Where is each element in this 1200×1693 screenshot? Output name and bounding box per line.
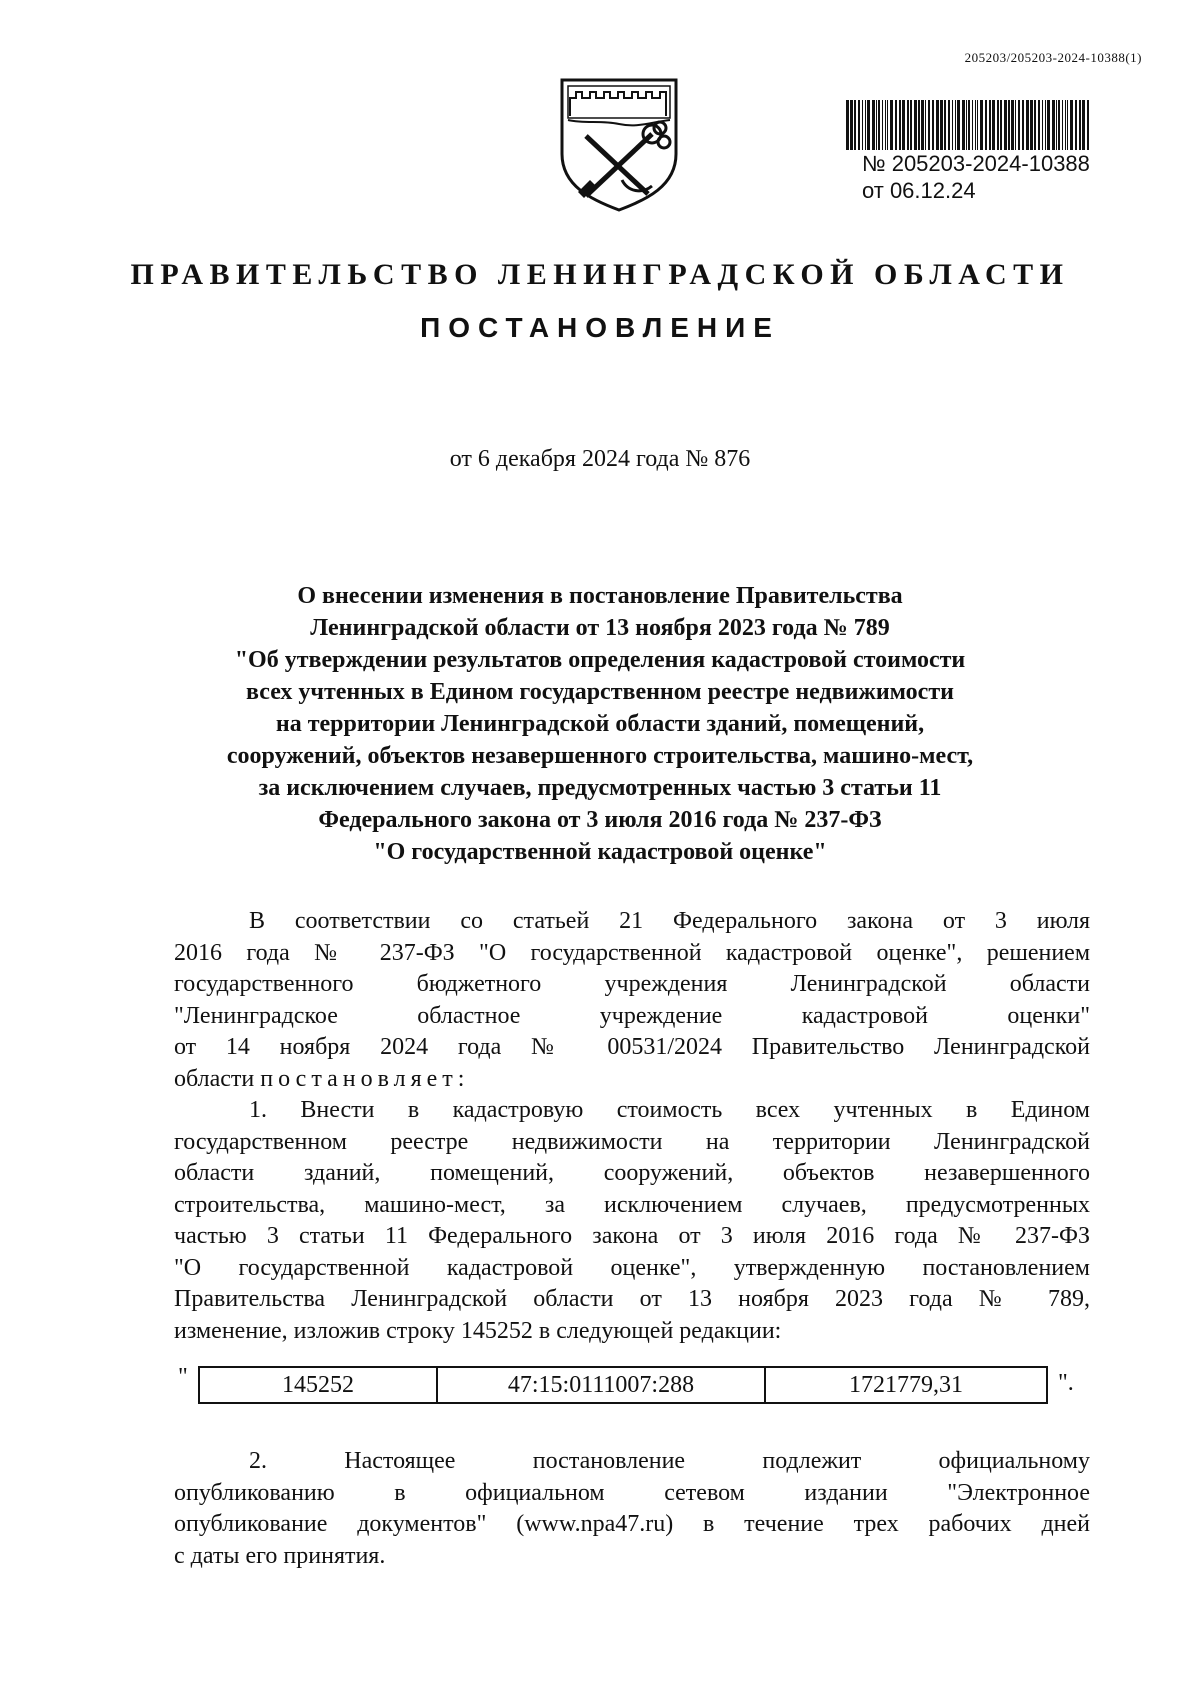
subject-line: "О государственной кадастровой оценке" — [373, 839, 827, 865]
barcode-bar — [890, 100, 893, 150]
barcode-bar — [1082, 100, 1085, 150]
item1-line: изменение, изложив строку 145252 в следующей редакции: — [174, 1317, 782, 1344]
barcode-bar — [876, 100, 877, 150]
barcode-bar — [1042, 100, 1043, 150]
barcode-bar — [1056, 100, 1057, 150]
row-quote-open: " — [178, 1364, 188, 1390]
barcode-bar — [910, 100, 912, 150]
item1-line: Правительства Ленинградской области от 13 ноября 2023 года № 789, — [174, 1286, 1090, 1312]
barcode-bar — [1058, 100, 1060, 150]
barcode-bar — [936, 100, 939, 150]
barcode-bar — [985, 100, 987, 150]
barcode-bar — [902, 100, 905, 150]
preamble-line: государственного бюджетного учреждения Ленинградской области — [174, 971, 1090, 997]
decree-title: ПОСТАНОВЛЕНИЕ — [420, 312, 780, 343]
barcode-bar — [957, 100, 960, 150]
barcode-bar — [944, 100, 946, 150]
barcode-bar — [940, 100, 943, 150]
barcode-bar — [928, 100, 930, 150]
resolve-word: постановляет: — [260, 1065, 470, 1092]
barcode-bar — [872, 100, 875, 150]
barcode-bar — [907, 100, 909, 150]
barcode-bar — [1087, 100, 1089, 150]
barcode-bar — [1045, 100, 1046, 150]
barcode-bar — [1000, 100, 1002, 150]
item1-line: частью 3 статьи 11 Федерального закона от 3 июля 2016 года № 237-ФЗ — [174, 1223, 1090, 1249]
item1-line: строительства, машино-мест, за исключением случаев, предусмотренных — [174, 1191, 1090, 1218]
barcode-bar — [1011, 100, 1014, 150]
decree-subject — [160, 580, 1040, 868]
preamble-line: "Ленинградское областное учреждение кадастровой оценки" — [174, 1002, 1090, 1029]
barcode-bar — [918, 100, 920, 150]
barcode-bar — [1004, 100, 1007, 150]
barcode-bar — [972, 100, 973, 150]
subject-line: на территории Ленинградской области зданий, помещений, — [275, 711, 925, 737]
barcode-bar — [854, 100, 856, 150]
item1-line: государственном реестре недвижимости на территории Ленинградской — [174, 1128, 1090, 1155]
barcode-bar — [1018, 100, 1020, 150]
barcode-bar — [1075, 100, 1077, 150]
item1-line: области зданий, помещений, сооружений, объектов незавершенного — [174, 1160, 1090, 1186]
government-title: ПРАВИТЕЛЬСТВО ЛЕНИНГРАДСКОЙ ОБЛАСТИ — [130, 258, 1070, 291]
barcode-bar — [1008, 100, 1010, 150]
amended-row — [174, 1366, 1094, 1406]
barcode-bar — [865, 100, 866, 150]
barcode-bar — [858, 100, 860, 150]
barcode-bar — [952, 100, 953, 150]
item2-line: 2. Настоящее постановление подлежит официальному — [249, 1448, 1090, 1474]
item1-line: "О государственной кадастровой оценке", утвержденную постановлением — [174, 1254, 1090, 1281]
barcode-bar — [862, 100, 863, 150]
item2-paragraph — [174, 1446, 1090, 1572]
barcode — [844, 100, 1094, 150]
barcode-bar — [968, 100, 970, 150]
barcode-bar — [882, 100, 883, 150]
barcode-bar — [914, 100, 917, 150]
subject-line: О внесении изменения в постановление Правительства — [297, 583, 903, 609]
barcode-bar — [977, 100, 978, 150]
preamble-tail: области — [174, 1065, 255, 1092]
subject-line: Ленинградской области от 13 ноября 2023 года № 789 — [310, 615, 890, 641]
barcode-bar — [846, 100, 849, 150]
barcode-bar — [885, 100, 886, 150]
barcode-bar — [1026, 100, 1029, 150]
barcode-bar — [1015, 100, 1016, 150]
barcode-bar — [1067, 100, 1068, 150]
barcode-bar — [1070, 100, 1073, 150]
item1-line: 1. Внести в кадастровую стоимость всех учтенных в Едином — [249, 1097, 1090, 1123]
row-quote-close: ". — [1058, 1370, 1074, 1396]
cadastral-value-cell: 1721779,31 — [849, 1372, 963, 1398]
coat-of-arms-emblem — [556, 76, 682, 214]
barcode-bar — [925, 100, 926, 150]
barcode-bar — [966, 100, 967, 150]
barcode-bar — [1034, 100, 1036, 150]
barcode-bar — [1022, 100, 1024, 150]
row-number-cell: 145252 — [200, 1368, 438, 1402]
item2-line: с даты его принятия. — [174, 1542, 386, 1569]
barcode-bar — [1047, 100, 1050, 150]
subject-line: сооружений, объектов незавершенного строительства, машино-мест, — [226, 743, 974, 769]
barcode-bar — [962, 100, 965, 150]
subject-line: "Об утверждении результатов определения кадастровой стоимости — [234, 647, 966, 673]
barcode-bar — [997, 100, 999, 150]
barcode-bar — [895, 100, 897, 150]
barcode-bar — [867, 100, 870, 150]
decree-body — [174, 906, 1090, 1347]
cadastral-number-cell: 47:15:0111007:288 — [438, 1368, 766, 1402]
registration-date: от 06.12.24 — [862, 178, 976, 203]
preamble-line: 2016 года № 237-ФЗ "О государственной кадастровой оценке", решением — [174, 939, 1090, 966]
barcode-bar — [887, 100, 888, 150]
subject-line: Федерального закона от 3 июля 2016 года № 237-ФЗ — [318, 807, 882, 833]
item2-line: опубликованию в официальном сетевом издании "Электронное — [174, 1479, 1090, 1506]
subject-line: всех учтенных в Едином государственном реестре недвижимости — [246, 679, 954, 705]
barcode-bar — [1079, 100, 1081, 150]
cadastral-table — [198, 1366, 1048, 1404]
preamble-line: В соответствии со статьей 21 Федерального закона от 3 июля — [249, 908, 1090, 934]
decree-date-number: от 6 декабря 2024 года № 876 — [449, 446, 751, 472]
subject-line: за исключением случаев, предусмотренных частью 3 статьи 11 — [258, 775, 942, 801]
barcode-bar — [992, 100, 995, 150]
barcode-bar — [1065, 100, 1066, 150]
barcode-bar — [948, 100, 950, 150]
barcode-bar — [955, 100, 956, 150]
registration-number: № 205203-2024-10388 — [862, 151, 1090, 176]
preamble-line: от 14 ноября 2024 года № 00531/2024 Правительство Ленинградской — [174, 1034, 1090, 1060]
barcode-bar — [878, 100, 880, 150]
barcode-bar — [1052, 100, 1055, 150]
barcode-bar — [980, 100, 983, 150]
barcode-bar — [1030, 100, 1033, 150]
barcode-bar — [1062, 100, 1063, 150]
document-id: 205203/205203-2024-10388(1) — [964, 50, 1142, 65]
barcode-bar — [975, 100, 976, 150]
barcode-bar — [1038, 100, 1040, 150]
barcode-bar — [921, 100, 924, 150]
barcode-bar — [899, 100, 901, 150]
preamble-closing-line — [174, 1064, 1090, 1096]
barcode-bar — [932, 100, 934, 150]
item2-line: опубликование документов" (www.npa47.ru) в течение трех рабочих дней — [174, 1511, 1090, 1537]
barcode-bar — [850, 100, 853, 150]
barcode-bar — [989, 100, 991, 150]
